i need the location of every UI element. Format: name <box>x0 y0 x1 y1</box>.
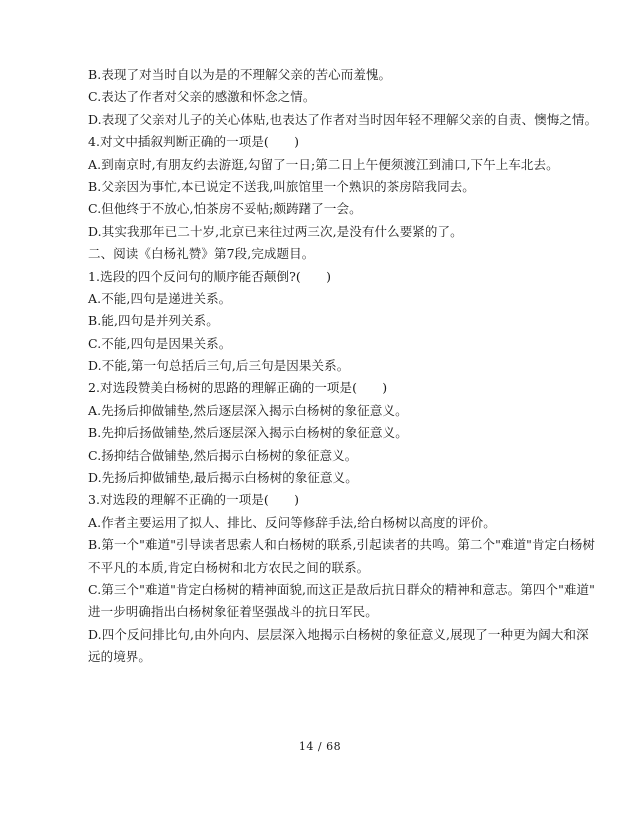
option-line: B.先抑后扬做铺垫,然后逐层深入揭示白杨树的象征意义。 <box>88 425 408 441</box>
option-line: A.不能,四句是递进关系。 <box>88 290 232 306</box>
question-line: 1.选段的四个反问句的顺序能否颠倒?( ) <box>88 268 332 284</box>
option-line: D.四个反问排比句,由外向内、层层深入地揭示白杨树的象征意义,展现了一种更为阔大和深 <box>88 626 589 642</box>
option-line-continued: 进一步明确指出白杨树象征着坚强战斗的抗日军民。 <box>88 604 378 620</box>
option-line: C.扬抑结合做铺垫,然后揭示白杨树的象征意义。 <box>88 447 358 463</box>
question-line: 4.对文中插叙判断正确的一项是( ) <box>88 134 300 150</box>
text-line: C.表达了作者对父亲的感激和怀念之情。 <box>88 89 316 105</box>
option-line: B.能,四句是并列关系。 <box>88 313 219 329</box>
option-line: C.不能,四句是因果关系。 <box>88 335 232 351</box>
text-line: B.表现了对当时自以为是的不理解父亲的苦心而羞愧。 <box>88 67 392 82</box>
page-number: 14 / 68 <box>298 740 342 753</box>
text-line: D.表现了父亲对儿子的关心体贴,也表达了作者对当时因年轻不理解父亲的自责、懊悔之情。 <box>88 111 598 127</box>
option-line: B.父亲因为事忙,本已说定不送我,叫旅馆里一个熟识的茶房陪我同去。 <box>88 178 475 194</box>
option-line: C.但他终于不放心,怕茶房不妥帖;颇踌躇了一会。 <box>88 201 362 217</box>
page-body <box>88 64 598 669</box>
option-line: D.不能,第一句总括后三句,后三句是因果关系。 <box>88 358 350 374</box>
option-line: A.先扬后抑做铺垫,然后逐层深入揭示白杨树的象征意义。 <box>88 402 408 418</box>
option-line-continued: 不平凡的本质,肯定白杨树和北方农民之间的联系。 <box>88 559 370 575</box>
option-line: A.作者主要运用了拟人、排比、反问等修辞手法,给白杨树以高度的评价。 <box>88 514 496 530</box>
option-line: D.其实我那年已二十岁,北京已来往过两三次,是没有什么要紧的了。 <box>88 223 463 239</box>
option-line-continued: 远的境界。 <box>88 649 152 665</box>
question-line: 3.对选段的理解不正确的一项是( ) <box>88 492 300 508</box>
section-heading: 二、阅读《白杨礼赞》第7段,完成题目。 <box>88 246 315 262</box>
question-line: 2.对选段赞美白杨树的思路的理解正确的一项是( ) <box>88 380 388 396</box>
option-line: B.第一个"难道"引导读者思索人和白杨树的联系,引起读者的共鸣。第二个"难道"肯定白杨树 <box>88 537 596 553</box>
option-line: A.到南京时,有朋友约去游逛,勾留了一日;第二日上午便须渡江到浦口,下午上车北去。 <box>88 156 559 172</box>
option-line: C.第三个"难道"肯定白杨树的精神面貌,而这正是敌后抗日群众的精神和意志。第四个"难道" <box>88 581 595 597</box>
option-line: D.先扬后抑做铺垫,最后揭示白杨树的象征意义。 <box>88 470 358 486</box>
